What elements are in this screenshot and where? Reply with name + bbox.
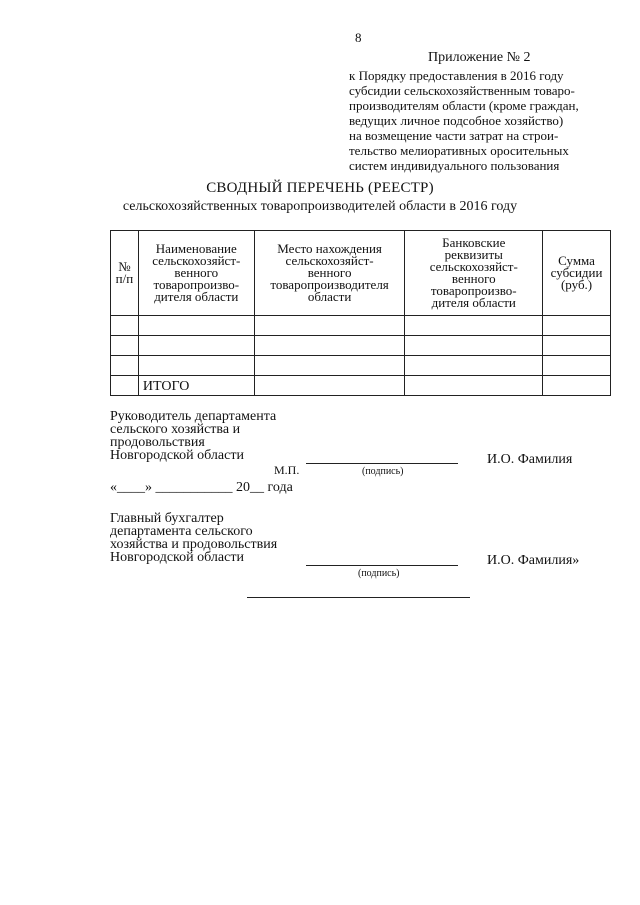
appendix-line: ведущих личное подсобное хозяйство)	[349, 113, 564, 128]
accountant-position-line: хозяйства и продовольствия	[110, 537, 278, 552]
head-position-line: сельского хозяйства и	[110, 422, 241, 437]
head-name: И.О. Фамилия	[487, 452, 573, 467]
appendix-line: тельство мелиоративных оросительных	[349, 143, 569, 158]
table-row	[111, 356, 611, 376]
accountant-signature-block	[110, 512, 277, 564]
head-position-line: продовольствия	[110, 435, 205, 450]
appendix-description	[349, 68, 619, 173]
accountant-signature-caption: (подпись)	[358, 568, 400, 579]
accountant-position-line: Главный бухгалтер	[110, 511, 224, 526]
table-row	[111, 336, 611, 356]
accountant-name: И.О. Фамилия»	[487, 553, 580, 568]
accountant-position-line: Новгородской области	[110, 550, 244, 565]
registry-table	[110, 230, 611, 396]
column-header-bank-details: Банковские реквизиты сельскохозяйст- венного товаропроизво- дителя области	[405, 231, 543, 316]
head-signature-caption: (подпись)	[362, 466, 404, 477]
appendix-line: к Порядку предоставления в 2016 году	[349, 68, 564, 83]
column-header-number: № п/п	[111, 231, 139, 316]
column-header-location: Место нахождения сельскохозяйст- венного товаропроизводителя области	[254, 231, 405, 316]
stamp-placeholder: М.П.	[274, 463, 300, 477]
accountant-signature-line	[306, 565, 458, 566]
head-signature-line	[306, 463, 458, 464]
appendix-line: систем индивидуального пользования	[349, 158, 560, 173]
table-header-row	[111, 231, 611, 316]
total-label: ИТОГО	[138, 376, 254, 396]
document-subtitle: сельскохозяйственных товаропроизводителей области в 2016 году	[122, 199, 518, 214]
appendix-line: на возмещение части затрат на строи-	[349, 128, 559, 143]
column-header-name: Наименование сельскохозяйст- венного товаропроизво- дителя области	[138, 231, 254, 316]
end-of-document-line	[247, 597, 470, 598]
head-signature-block	[110, 410, 276, 462]
appendix-line: производителям области (кроме граждан,	[349, 98, 579, 113]
column-header-subsidy-amount: Сумма субсидии (руб.)	[543, 231, 611, 316]
table-row	[111, 316, 611, 336]
table-total-row	[111, 376, 611, 396]
head-position-line: Новгородской области	[110, 448, 244, 463]
document-title: СВОДНЫЙ ПЕРЕЧЕНЬ (РЕЕСТР)	[206, 180, 434, 196]
appendix-title: Приложение № 2	[428, 50, 531, 65]
date-line: «____» ___________ 20__ года	[110, 480, 293, 495]
page-number: 8	[355, 30, 362, 45]
head-position-line: Руководитель департамента	[110, 409, 277, 424]
appendix-line: субсидии сельскохозяйственным товаро-	[349, 83, 575, 98]
accountant-position-line: департамента сельского	[110, 524, 253, 539]
